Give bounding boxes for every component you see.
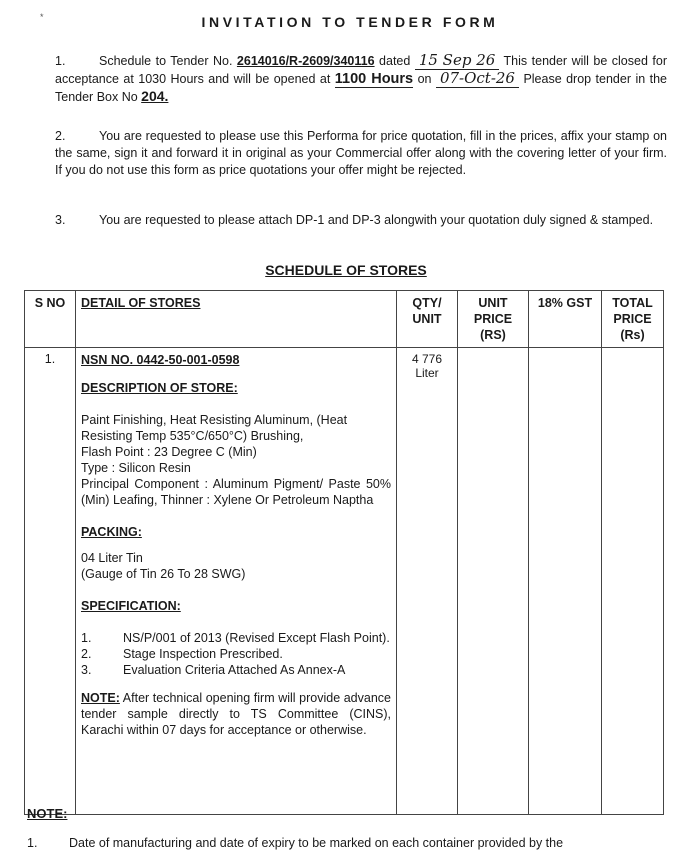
paragraph-2-number: 2. (55, 129, 66, 143)
header-total-price: TOTAL PRICE (Rs) (602, 291, 664, 348)
description-line: Principal Component : Aluminum Pigment/ Paste 50% (Min) Leafing, Thinner : Xylene Or Petroleum Naptha (81, 477, 391, 507)
footer-note-item (27, 836, 667, 850)
spec-text: Evaluation Criteria Attached As Annex-A (123, 663, 346, 677)
paragraph-1-number: 1. (55, 54, 66, 68)
item-sno: 1. (25, 348, 76, 815)
tender-date: 15 Sep 26 (415, 52, 499, 70)
qty-unit: Liter (415, 366, 439, 380)
packing-line: 04 Liter Tin (81, 551, 143, 565)
paragraph-3-number: 3. (55, 213, 66, 227)
list-item (81, 662, 391, 678)
schedule-label: Schedule to Tender No. (99, 54, 233, 68)
spec-number: 1. (81, 631, 92, 645)
spec-text: Stage Inspection Prescribed. (123, 647, 283, 661)
paragraph-2 (55, 128, 667, 179)
total-price-cell[interactable] (602, 348, 664, 815)
form-title: INVITATION TO TENDER FORM (201, 14, 499, 30)
schedule-table (24, 290, 664, 815)
list-item (81, 646, 391, 662)
header-detail: DETAIL OF STORES (76, 291, 397, 348)
tender-box-number: 204. (141, 88, 169, 104)
item-note (81, 690, 391, 738)
table-header-row (25, 291, 664, 348)
header-unit-price: UNIT PRICE (RS) (458, 291, 529, 348)
table-row (25, 348, 664, 815)
tender-number: 2614016/R-2609/340116 (236, 54, 375, 68)
paragraph-3 (55, 212, 667, 229)
nsn-number: NSN NO. 0442-50-001-0598 (81, 353, 240, 367)
packing-heading: PACKING: (81, 525, 142, 539)
schedule-title: SCHEDULE OF STORES (265, 262, 427, 278)
gst-cell[interactable] (529, 348, 602, 815)
opening-time: 1100 Hours (334, 71, 414, 87)
item-qty (397, 348, 458, 815)
header-qty: QTY/ UNIT (397, 291, 458, 348)
item-note-label: NOTE: (81, 691, 120, 705)
item-note-text: After technical opening firm will provide advance tender sample directly to TS Committee (CINS), Karachi within 07 days for acceptance or otherwise. (81, 691, 391, 737)
paragraph-3-text: You are requested to please attach DP-1 and DP-3 alongwith your quotation duly signed & stamped. (99, 213, 654, 227)
description-line: Flash Point : 23 Degree C (Min) (81, 445, 257, 459)
on-label: on (417, 72, 432, 86)
paragraph-1 (55, 52, 667, 106)
tender-closing-text: This tender will be closed for acceptance at 1030 Hours and will be opened at (55, 54, 667, 86)
item-detail (76, 348, 397, 815)
header-sno: S NO (25, 291, 76, 348)
spec-number: 2. (81, 647, 92, 661)
footer-note-label: NOTE: (27, 806, 68, 821)
specification-heading: SPECIFICATION: (81, 599, 181, 613)
description-line: Paint Finishing, Heat Resisting Aluminum, (Heat Resisting Temp 535°C/650°C) Brushing, (81, 413, 348, 443)
dated-label: dated (379, 54, 411, 68)
description-line: Type : Silicon Resin (81, 461, 191, 475)
header-gst: 18% GST (529, 291, 602, 348)
spec-number: 3. (81, 663, 92, 677)
paragraph-2-text: You are requested to please use this Performa for price quotation, fill in the prices, affix your stamp on the same, sign it and forward it in original as your Commercial offer along with the covering letter of your firm. If you do not use this form as price quotations your offer might be rejected. (55, 129, 667, 177)
opening-date: 07-Oct-26 (436, 70, 519, 88)
packing-line: (Gauge of Tin 26 To 28 SWG) (81, 567, 246, 581)
spec-text: NS/P/001 of 2013 (Revised Except Flash Point). (123, 631, 390, 645)
unit-price-cell[interactable] (458, 348, 529, 815)
corner-mark: * (40, 12, 44, 22)
description-heading: DESCRIPTION OF STORE: (81, 381, 238, 395)
qty-value: 4 776 (411, 352, 443, 366)
list-item (81, 630, 391, 646)
footer-item-number: 1. (27, 836, 38, 850)
footer-item-text: Date of manufacturing and date of expiry to be marked on each container provided by the (69, 836, 564, 850)
drop-instruction: Please drop tender in the Tender Box No (55, 72, 667, 104)
